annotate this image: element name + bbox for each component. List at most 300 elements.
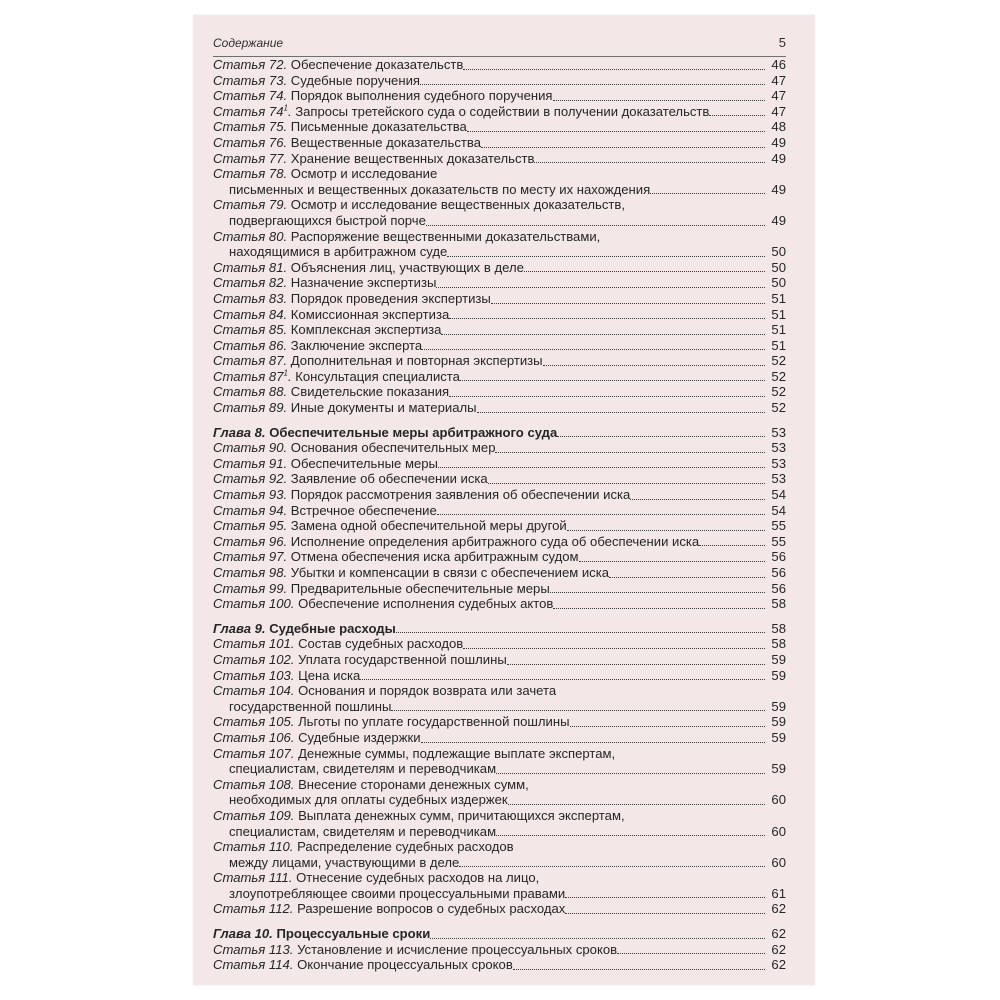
toc-page-number: 50 (771, 244, 786, 260)
dot-leader (496, 834, 765, 836)
entry-last-line (213, 213, 786, 229)
entry-title: Распределение судебных расходов (297, 839, 514, 855)
entry-title: Выплата денежных сумм, причитающихся экспертам, (298, 807, 625, 823)
dot-leader (513, 968, 765, 970)
article-number: Статья 111. (213, 870, 293, 886)
page-number: 5 (778, 35, 786, 50)
toc-page-number: 52 (771, 368, 786, 384)
entry-title: Убытки и компенсации в связи с обеспечением иска (290, 565, 610, 580)
toc-page-number: 58 (771, 636, 786, 652)
article-number: Статья 92. (213, 471, 288, 487)
dot-leader (459, 865, 765, 867)
toc-page-number: 59 (771, 729, 786, 745)
dot-leader (460, 379, 765, 381)
dot-leader (650, 192, 765, 194)
entry-lead (213, 714, 570, 730)
entry-lead (213, 135, 481, 151)
header-title: Содержание (213, 36, 284, 50)
dot-leader (441, 333, 765, 335)
toc-entry (213, 353, 786, 369)
dot-leader (579, 560, 765, 562)
article-number: Статья 106. (213, 729, 295, 745)
article-number: Статья 112. (213, 901, 294, 917)
entry-title: Консультация специалиста (295, 368, 460, 384)
entry-title: Хранение вещественных доказательств (290, 150, 535, 166)
dot-leader (496, 772, 765, 774)
entry-lead (213, 104, 709, 120)
toc-entry (213, 471, 786, 487)
toc-page-number: 53 (771, 424, 786, 440)
entry-title: Распоряжение вещественными доказательствами, (290, 228, 601, 244)
toc-page-number: 56 (771, 580, 786, 596)
toc-entry (213, 777, 786, 808)
article-number: Статья 80. (213, 228, 288, 244)
toc-page-number: 51 (771, 337, 786, 353)
dot-leader (565, 912, 765, 914)
dot-leader (553, 607, 765, 609)
dot-leader (467, 130, 765, 132)
entry-lead (213, 322, 441, 338)
entry-lead (213, 636, 463, 652)
dot-leader (567, 529, 765, 531)
entry-last-line (213, 855, 786, 871)
dot-leader (437, 513, 765, 515)
toc-page-number: 47 (771, 88, 786, 104)
toc-page-number: 52 (771, 353, 786, 369)
superscript-index: 1 (283, 103, 288, 113)
article-number: Статья 81. (213, 259, 288, 275)
toc-page-number: 62 (771, 941, 786, 957)
entry-first-line (213, 746, 786, 762)
entry-title: Осмотр и исследование (290, 166, 438, 182)
article-number: Статья 103. (213, 667, 295, 683)
entry-title: Внесение сторонами денежных сумм, (298, 776, 529, 792)
article-number: Статья 113. (213, 941, 294, 957)
toc-page-number: 62 (771, 926, 786, 942)
entry-lead (213, 534, 699, 550)
toc-page-number: 51 (771, 322, 786, 338)
entry-title: Иные документы и материалы (290, 400, 477, 416)
article-number: Статья 93. (213, 487, 288, 503)
article-number: Статья 90. (213, 440, 288, 456)
toc-entry (213, 291, 786, 307)
article-number: Статья 82. (213, 275, 288, 291)
dot-leader (508, 803, 765, 805)
toc-page-number: 51 (771, 290, 786, 306)
toc-entry (213, 652, 786, 668)
article-number: Статья 110. (213, 839, 294, 855)
toc-page-number: 58 (771, 596, 786, 612)
entry-title: Установление и исчисление процессуальных сроков (297, 941, 618, 957)
entry-lead (213, 440, 495, 456)
entry-first-line (213, 808, 786, 824)
toc-entry (213, 197, 786, 228)
toc-page-number: 59 (771, 714, 786, 730)
book-page (193, 15, 815, 985)
toc-page-number: 62 (771, 901, 786, 917)
toc-entry (213, 275, 786, 291)
dot-leader (422, 348, 765, 350)
dot-leader (463, 647, 765, 649)
entry-last-line (213, 761, 786, 777)
article-number: Статья 98. (213, 565, 288, 580)
entry-title: Порядок рассмотрения заявления об обеспечении иска (290, 487, 631, 503)
entry-title-continued: письменных и вещественных доказательств по месту их нахождения (229, 181, 651, 197)
entry-title: Основания обеспечительных мер (290, 440, 496, 456)
toc-entry (213, 957, 786, 973)
entry-lead (213, 456, 438, 472)
entry-title: Разрешение вопросов о судебных расходах (297, 901, 566, 917)
entry-title: Окончание процессуальных сроков (297, 957, 513, 973)
entry-title-continued: необходимых для оплаты судебных издержек (229, 792, 508, 808)
toc-entry (213, 518, 786, 534)
toc-entry (213, 73, 786, 89)
entry-title: Обеспечение исполнения судебных актов (298, 596, 554, 612)
toc-entry (213, 839, 786, 870)
toc-page-number: 55 (771, 533, 786, 549)
entry-last-line (213, 699, 786, 715)
entry-lead (213, 668, 360, 684)
dot-leader (534, 161, 765, 163)
toc-entry (213, 260, 786, 276)
toc-page-number: 53 (771, 440, 786, 456)
dot-leader (630, 498, 765, 500)
entry-lead (213, 942, 617, 958)
article-number: Статья 72. (213, 57, 288, 72)
entry-title: Цена иска (298, 667, 361, 683)
entry-last-line (213, 244, 786, 260)
toc-entry (213, 870, 786, 901)
article-number: Статья 73. (213, 72, 288, 88)
entry-lead (213, 291, 491, 307)
article-number: Статья 86. (213, 337, 288, 353)
toc-entry (213, 901, 786, 917)
toc-entry (213, 307, 786, 323)
dot-leader (488, 482, 765, 484)
entry-lead (213, 275, 436, 291)
chapter-lead (213, 926, 430, 942)
chapter-number: Глава 9. (213, 620, 266, 636)
article-number: Статья 75. (213, 119, 288, 135)
entry-lead (213, 503, 437, 519)
entry-title-continued: подвергающихся быстрой порче (229, 212, 426, 228)
toc-page-number: 53 (771, 455, 786, 471)
superscript-index: 1 (283, 368, 288, 378)
table-of-contents (213, 57, 786, 973)
dot-leader (543, 364, 765, 366)
toc-entry (213, 119, 786, 135)
entry-lead (213, 652, 507, 668)
dot-leader (524, 270, 765, 272)
dot-leader (617, 952, 765, 954)
entry-title: Денежные суммы, подлежащие выплате экспертам, (298, 745, 616, 761)
entry-lead (213, 260, 524, 276)
article-number: Статья 74. (213, 88, 288, 104)
toc-page-number: 48 (771, 119, 786, 135)
chapter-number: Глава 8. (213, 424, 266, 440)
article-number: Статья 88. (213, 384, 288, 400)
article-number: Статья 109. (213, 807, 295, 823)
article-number: Статья 89. (213, 400, 288, 416)
entry-last-line (213, 792, 786, 808)
entry-lead (213, 369, 460, 385)
entry-lead (213, 151, 534, 167)
entry-title: Судебные издержки (298, 729, 421, 745)
dot-leader (360, 678, 765, 680)
article-number: Статья 94. (213, 502, 288, 518)
article-number: Статья 114. (213, 957, 294, 973)
article-number: Статья 97. (213, 549, 288, 565)
entry-lead (213, 57, 463, 73)
article-number: Статья 96. (213, 533, 288, 549)
dot-leader (421, 741, 765, 743)
entry-title: Письменные доказательства (290, 119, 467, 135)
toc-page-number: 59 (771, 698, 786, 714)
toc-entry (213, 151, 786, 167)
toc-entry (213, 135, 786, 151)
entry-title: Предварительные обеспечительные меры (290, 580, 550, 596)
entry-title: Обеспечение доказательств (290, 57, 464, 72)
toc-page-number: 52 (771, 384, 786, 400)
entry-first-line (213, 870, 786, 886)
toc-entry (213, 369, 786, 385)
toc-page-number: 53 (771, 471, 786, 487)
entry-lead (213, 518, 567, 534)
dot-leader (463, 68, 765, 70)
entry-lead (213, 338, 422, 354)
toc-page-number: 54 (771, 502, 786, 518)
toc-page-number: 50 (771, 275, 786, 291)
entry-lead (213, 353, 543, 369)
entry-title: Судебные поручения (290, 72, 420, 88)
chapter-title: Процессуальные сроки (276, 926, 431, 942)
dot-leader (507, 663, 765, 665)
entry-lead (213, 901, 565, 917)
toc-entry (213, 549, 786, 565)
chapter-lead (213, 621, 396, 637)
toc-page-number: 56 (771, 565, 786, 580)
article-number: Статья $74^1$. (213, 103, 292, 119)
article-number: Статья 99. (213, 580, 288, 596)
toc-entry (213, 487, 786, 503)
toc-entry (213, 668, 786, 684)
dot-leader (565, 896, 765, 898)
toc-entry (213, 322, 786, 338)
toc-chapter (213, 621, 786, 637)
dot-leader (550, 591, 765, 593)
toc-entry (213, 400, 786, 416)
toc-entry (213, 338, 786, 354)
entry-lead (213, 471, 488, 487)
toc-chapter (213, 926, 786, 942)
toc-page-number: 61 (771, 885, 786, 901)
entry-title: Заявление об обеспечении иска (290, 471, 488, 487)
entry-title: Вещественные доказательства (290, 134, 481, 150)
entry-lead (213, 384, 449, 400)
toc-page-number: 59 (771, 761, 786, 777)
toc-page-number: 51 (771, 306, 786, 322)
entry-first-line (213, 166, 786, 182)
article-number: Статья 104. (213, 683, 295, 699)
entry-lead (213, 581, 550, 597)
dot-leader (391, 709, 765, 711)
toc-entry (213, 166, 786, 197)
toc-page-number: 49 (771, 212, 786, 228)
toc-page-number: 46 (771, 57, 786, 72)
toc-entry (213, 746, 786, 777)
article-number: Статья 78. (213, 166, 288, 182)
entry-lead (213, 565, 609, 581)
entry-title: Уплата государственной пошлины (298, 651, 507, 667)
toc-page-number: 50 (771, 259, 786, 275)
entry-lead (213, 119, 467, 135)
entry-lead (213, 596, 553, 612)
toc-entry (213, 440, 786, 456)
entry-lead (213, 88, 553, 104)
chapter-lead (213, 425, 557, 441)
toc-page-number: 59 (771, 667, 786, 683)
article-number: Статья 83. (213, 290, 288, 306)
entry-lead (213, 549, 579, 565)
entry-title-continued: специалистам, свидетелям и переводчикам (229, 761, 497, 777)
toc-entry (213, 596, 786, 612)
toc-entry (213, 683, 786, 714)
dot-leader (420, 83, 765, 85)
entry-first-line (213, 197, 786, 213)
dot-leader (436, 286, 765, 288)
entry-title: Отмена обеспечения иска арбитражным судом (290, 549, 579, 565)
toc-page-number: 59 (771, 651, 786, 667)
chapter-title: Судебные расходы (269, 620, 396, 636)
dot-leader (570, 725, 766, 727)
toc-entry (213, 384, 786, 400)
toc-page-number: 52 (771, 400, 786, 416)
toc-page-number: 56 (771, 549, 786, 565)
entry-lead (213, 307, 449, 323)
entry-title: Комиссионная экспертиза (290, 306, 450, 322)
article-number: Статья 87. (213, 353, 288, 369)
dot-leader (709, 114, 765, 116)
toc-chapter (213, 425, 786, 441)
entry-title: Исполнение определения арбитражного суда об обеспечении иска (290, 533, 700, 549)
entry-title: Запросы третейского суда о содействии в получении доказательств (295, 103, 710, 119)
entry-title-continued: государственной пошлины (229, 698, 392, 714)
dot-leader (477, 411, 765, 413)
dot-leader (449, 317, 765, 319)
toc-page-number: 62 (771, 957, 786, 973)
entry-last-line (213, 886, 786, 902)
entry-last-line (213, 182, 786, 198)
chapter-number: Глава 10. (213, 926, 273, 942)
entry-title: Комплексная экспертиза (290, 322, 442, 338)
dot-leader (396, 631, 765, 633)
dot-leader (609, 576, 765, 578)
article-number: Статья 101. (213, 636, 295, 652)
toc-page-number: 60 (771, 854, 786, 870)
entry-title: Состав судебных расходов (298, 636, 464, 652)
entry-lead (213, 957, 513, 973)
article-number: Статья $87^1$. (213, 368, 292, 384)
entry-title-continued: находящимися в арбитражном суде (229, 244, 448, 260)
article-number: Статья 95. (213, 518, 288, 534)
toc-entry (213, 104, 786, 120)
entry-title: Объяснения лиц, участвующих в деле (290, 259, 524, 275)
entry-first-line (213, 683, 786, 699)
toc-entry (213, 503, 786, 519)
article-number: Статья 107. (213, 745, 295, 761)
toc-page-number: 60 (771, 792, 786, 808)
article-number: Статья 84. (213, 306, 288, 322)
dot-leader (553, 99, 765, 101)
entry-title: Отнесение судебных расходов на лицо, (296, 870, 540, 886)
entry-title: Основания и порядок возврата или зачета (298, 683, 557, 699)
dot-leader (426, 224, 765, 226)
entry-title: Заключение эксперта (290, 337, 423, 353)
entry-title: Льготы по уплате государственной пошлины (298, 714, 570, 730)
entry-first-line (213, 777, 786, 793)
entry-title: Встречное обеспечение (290, 502, 437, 518)
entry-title: Дополнительная и повторная экспертизы (290, 353, 543, 369)
running-header (213, 34, 786, 57)
article-number: Статья 102. (213, 651, 295, 667)
toc-entry (213, 534, 786, 550)
toc-entry (213, 714, 786, 730)
entry-title: Порядок проведения экспертизы (290, 290, 491, 306)
entry-title-continued: злоупотребляющее своими процессуальными правами (229, 885, 566, 901)
entry-lead (213, 730, 421, 746)
toc-page-number: 47 (771, 103, 786, 119)
dot-leader (699, 544, 765, 546)
entry-title: Свидетельские показания (290, 384, 450, 400)
toc-entry (213, 581, 786, 597)
dot-leader (438, 466, 765, 468)
toc-page-number: 60 (771, 823, 786, 839)
article-number: Статья 76. (213, 134, 288, 150)
entry-title-continued: специалистам, свидетелям и переводчикам (229, 823, 497, 839)
toc-page-number: 49 (771, 150, 786, 166)
dot-leader (430, 937, 765, 939)
dot-leader (557, 435, 765, 437)
toc-page-number: 49 (771, 181, 786, 197)
toc-page-number: 47 (771, 72, 786, 88)
dot-leader (449, 395, 765, 397)
entry-lead (213, 73, 420, 89)
toc-entry (213, 808, 786, 839)
toc-entry (213, 565, 786, 581)
entry-title: Назначение экспертизы (290, 275, 437, 291)
entry-first-line (213, 839, 786, 855)
entry-last-line (213, 824, 786, 840)
toc-page-number: 49 (771, 134, 786, 150)
toc-page-number: 58 (771, 620, 786, 636)
toc-entry (213, 942, 786, 958)
toc-page-number: 55 (771, 518, 786, 534)
toc-entry (213, 88, 786, 104)
article-number: Статья 91. (213, 455, 288, 471)
article-number: Статья 108. (213, 776, 295, 792)
dot-leader (491, 302, 765, 304)
entry-lead (213, 487, 630, 503)
entry-title-continued: между лицами, участвующими в деле (229, 854, 460, 870)
entry-title: Замена одной обеспечительной меры другой (290, 518, 567, 534)
article-number: Статья 100. (213, 596, 295, 612)
toc-entry (213, 730, 786, 746)
entry-first-line (213, 229, 786, 245)
toc-entry (213, 636, 786, 652)
entry-lead (213, 400, 477, 416)
article-number: Статья 79. (213, 197, 288, 213)
chapter-title: Обеспечительные меры арбитражного суда (269, 424, 558, 440)
